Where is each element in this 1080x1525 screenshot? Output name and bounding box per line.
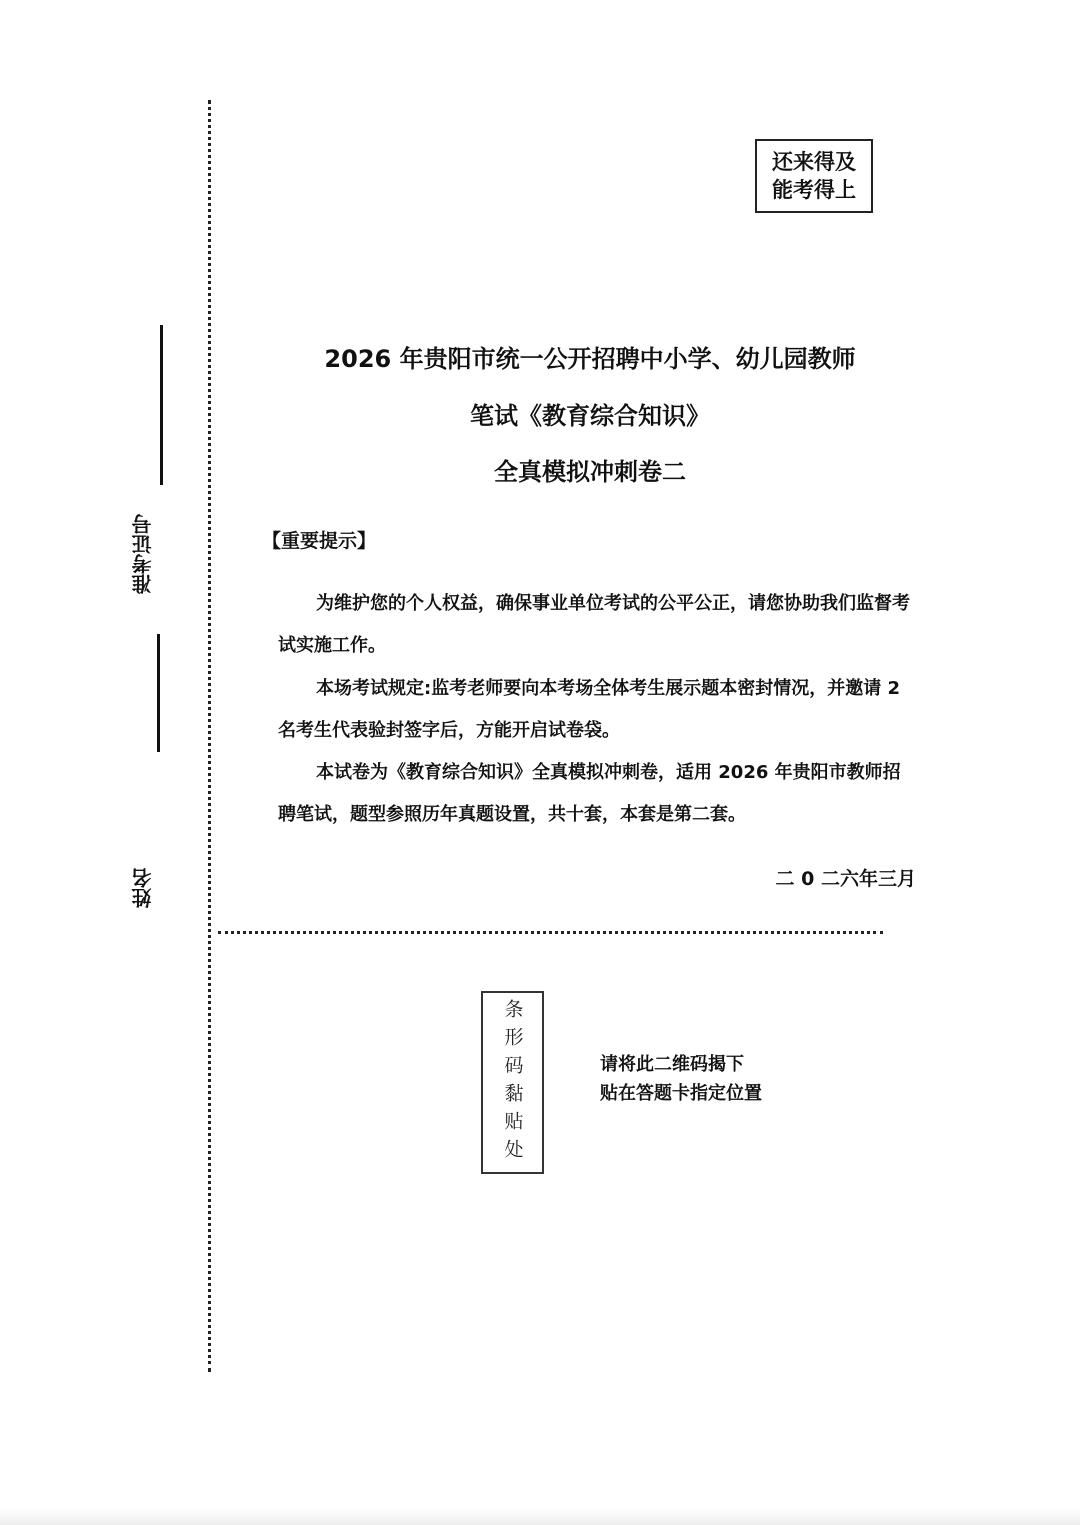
exam-number-write-line <box>160 325 163 485</box>
barcode-sticker-box <box>481 991 544 1174</box>
name-label: 姓名 <box>131 868 155 908</box>
qr-instruction-line-1: 请将此二维码揭下 <box>600 1054 744 1075</box>
name-write-line <box>157 634 160 752</box>
notice-heading: 【重要提示】 <box>262 530 377 552</box>
qr-instruction <box>600 1050 762 1108</box>
exam-number-label: 准考证号 <box>131 514 155 594</box>
tear-dotted-line <box>218 931 883 934</box>
notice-paragraph-1: 为维护您的个人权益，确保事业单位考试的公平公正，请您协助我们监督考试实施工作。 <box>278 593 910 656</box>
page-bottom-edge <box>0 1508 1080 1525</box>
motto-stamp-box <box>755 139 873 213</box>
title-line-1: 2026 年贵阳市统一公开招聘中小学、幼儿园教师 <box>324 345 856 373</box>
motto-line-2: 能考得上 <box>772 178 856 202</box>
title-line-2: 笔试《教育综合知识》 <box>470 402 710 430</box>
title-line-3: 全真模拟冲刺卷二 <box>494 458 686 486</box>
qr-instruction-line-2: 贴在答题卡指定位置 <box>600 1083 762 1104</box>
notice-paragraph-3: 本试卷为《教育综合知识》全真模拟冲刺卷，适用 2026 年贵阳市教师招聘笔试，题型参照历年真题设置，共十套，本套是第二套。 <box>278 762 901 825</box>
motto-line-1: 还来得及 <box>772 150 856 174</box>
barcode-label: 条形码黏贴处 <box>501 998 524 1167</box>
notice-date: 二 0 二六年三月 <box>775 868 916 890</box>
notice-paragraph-2: 本场考试规定:监考老师要向本考场全体考生展示题本密封情况，并邀请 2 名考生代表验封签字后，方能开启试卷袋。 <box>278 678 900 741</box>
binding-dotted-line <box>208 100 211 1372</box>
